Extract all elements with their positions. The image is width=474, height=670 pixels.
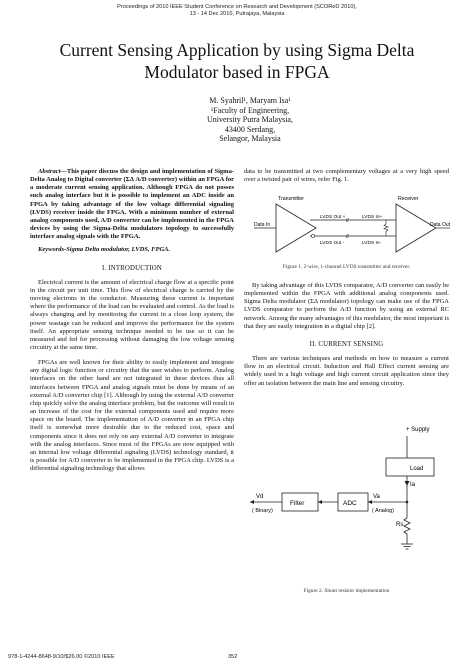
- fig2-shunt-resistor: [404, 518, 410, 544]
- abstract: [30, 168, 234, 241]
- figure-1-lvds-diagram: [250, 192, 450, 264]
- paper-title-line1: Current Sensing Application by using Sigma Delta: [59, 40, 415, 60]
- fig1-transmitter-buffer: [276, 204, 316, 252]
- fig1-break-mark-2: //: [346, 234, 349, 240]
- paper-title-line2: Modulator based in FPGA: [144, 62, 330, 82]
- intro-paragraph-2: FPGAs are well known for their ability to easily implement and integrate any digital logic function or circuitry that the user wishes to perform. Analog interfaces on the other hand are not integrated in these devices thus all interfaces between FPGA and analog signals must be done by means of an external A/D converter chip [1]. Although by using the external A/D converter chip quickly solve the analog interface problem, but the outcome will result in an increase of the cost for the external components used and require more space on the board. The implementation of A/D converter in an FPGA chip itself is somewhat more desirable due to the reduced cost, space and components since it does not rely on any external A/D converter to integrate with the analog interfaces. Since most of the FPGAs are now equipped with an internal low voltage differential signaling (LVDS) technology standard, it is possible for A/D converter to be implemented in the FPGA chip. LVDS is a differential signaling technology that allows: [30, 359, 234, 473]
- fig1-data-out-label: Data Out: [430, 222, 450, 228]
- affiliation-line3: 43400 Serdang,: [224, 124, 276, 134]
- abstract-lead: Abstract: [38, 168, 61, 175]
- conference-header-line2: 13 - 14 Dec 2010, Putrajaya, Malaysia: [189, 11, 285, 17]
- abstract-text: —This paper discuss the design and implementation of Sigma-Delta Analog to Digital converter (ΣΔ A/D converter) within an FPGA for a moderate current sensing application. Although FPGA do not posses such analog interface but it is possible to implement an ADC inside an FPGA by taking advantage of the low voltage differential signaling (LVDS) receiver inside the FPGA. With a minimum number of external analog components used, A/D converter can be implemented in the FPGA devices by using the Sigma-Delta modulators topology to successfully interface analog signals with the FPGA.: [30, 168, 234, 241]
- fig2-va-label: Va: [373, 494, 380, 500]
- author-names: M. Syahril¹, Maryam Isa¹: [209, 96, 291, 105]
- fig1-data-in-label: Data In: [254, 222, 271, 228]
- fig2-analog-label: ( Analog): [372, 508, 395, 514]
- section-heading-current-sensing: II. CURRENT SENSING: [309, 340, 384, 348]
- fig1-termination-resistor: [384, 224, 388, 236]
- right-paragraph-2: There are various techniques and methods on how to measure a current flow in an electrical circuit. Induction and Hall Effect current sensing are widely used in a high voltage and high current circuit application since they offer an isolation between the main line and sensing circuitry.: [244, 355, 449, 387]
- fig1-break-mark: //: [346, 218, 349, 224]
- footer-page-number: 352: [228, 654, 238, 660]
- fig2-binary-label: ( Binary): [252, 508, 273, 514]
- intro-paragraph-1: Electrical current is the amount of electrical charge flow at a specific point in the circuit per unit time. This flow of electrical charge is carried by the moving electrons in the conductor. Measuring these current is important where the performance of the load can be evaluated and control. As the load is always changing and by monitoring the current in a close loop system, the power wastage can be reduced and improve the performance for the system itself. An appropriate sensing technique needed to be use so it can be measured and fed for processing without damaging the low voltage sensing circuitry at the same time.: [30, 278, 234, 351]
- fig2-rs-label: Rs: [396, 522, 404, 528]
- fig1-lvds-out-n: LVDS Out -: [320, 241, 345, 246]
- author-block: [150, 96, 350, 144]
- fig2-vd-label: Vd: [256, 494, 264, 500]
- fig1-lvds-in-p: LVDS In+: [362, 215, 383, 220]
- figure-2-shunt-diagram: [246, 420, 450, 560]
- section-heading-introduction: I. INTRODUCTION: [101, 264, 162, 272]
- fig2-filter-label: Filter: [290, 500, 305, 507]
- left-column: [30, 168, 234, 477]
- right-column-top: [244, 168, 449, 188]
- right-paragraph-1: By taking advantage of this LVDS comparator, A/D converter can easily be implemented within the FPGA with additional analog components used. Sigma Delta modulator (ΣΔ modulator) topology can make use of the FPGA LVDS comparator to perform the A/D function by using an external RC network. Among the many advantages of this modulator, the most important is that they are easily integration in a digital chip [2].: [244, 282, 449, 330]
- keywords: [30, 246, 234, 254]
- fig2-load-label: Load: [410, 466, 424, 472]
- footer-isbn: 978-1-4244-8648-9/10/$26.00 ©2010 IEEE: [8, 654, 115, 660]
- fig1-lvds-out-p: LVDS Out +: [320, 215, 346, 220]
- keywords-lead: Keywords-: [38, 246, 67, 254]
- figure-1-caption: Figure 1. 2-wire, 1-channel LVDS transmitter and receiver.: [282, 264, 411, 270]
- fig2-supply-label: + Supply: [406, 427, 430, 433]
- affiliation-line4: Selangor, Malaysia: [219, 134, 281, 144]
- right-paragraph-0: data to be transmitted at two complementary voltages at a very high speed over a twisted pair of wires, refer Fig. 1.: [244, 168, 449, 184]
- affiliation-line1: ¹Faculty of Engineering,: [210, 105, 290, 115]
- conference-header-line1: Proceedings of 2010 IEEE Student Conference on Research and Development (SCOReD 2010),: [117, 4, 357, 10]
- affiliation-line2: University Putra Malaysia,: [207, 115, 293, 125]
- fig1-lvds-in-n: LVDS In-: [362, 241, 382, 246]
- fig1-receiver-comparator: [396, 204, 436, 252]
- right-column-middle: [244, 282, 449, 392]
- keywords-text: Sigma Delta modulator, LVDS, FPGA.: [66, 246, 171, 254]
- fig2-adc-label: ADC: [343, 500, 357, 507]
- fig1-transmitter-label: Transmitter: [278, 196, 305, 202]
- fig2-current-label: Ia: [410, 482, 416, 488]
- figure-2-caption: Figure 2. Shunt resistor implementation: [303, 588, 390, 594]
- fig1-receiver-label: Receiver: [398, 196, 419, 202]
